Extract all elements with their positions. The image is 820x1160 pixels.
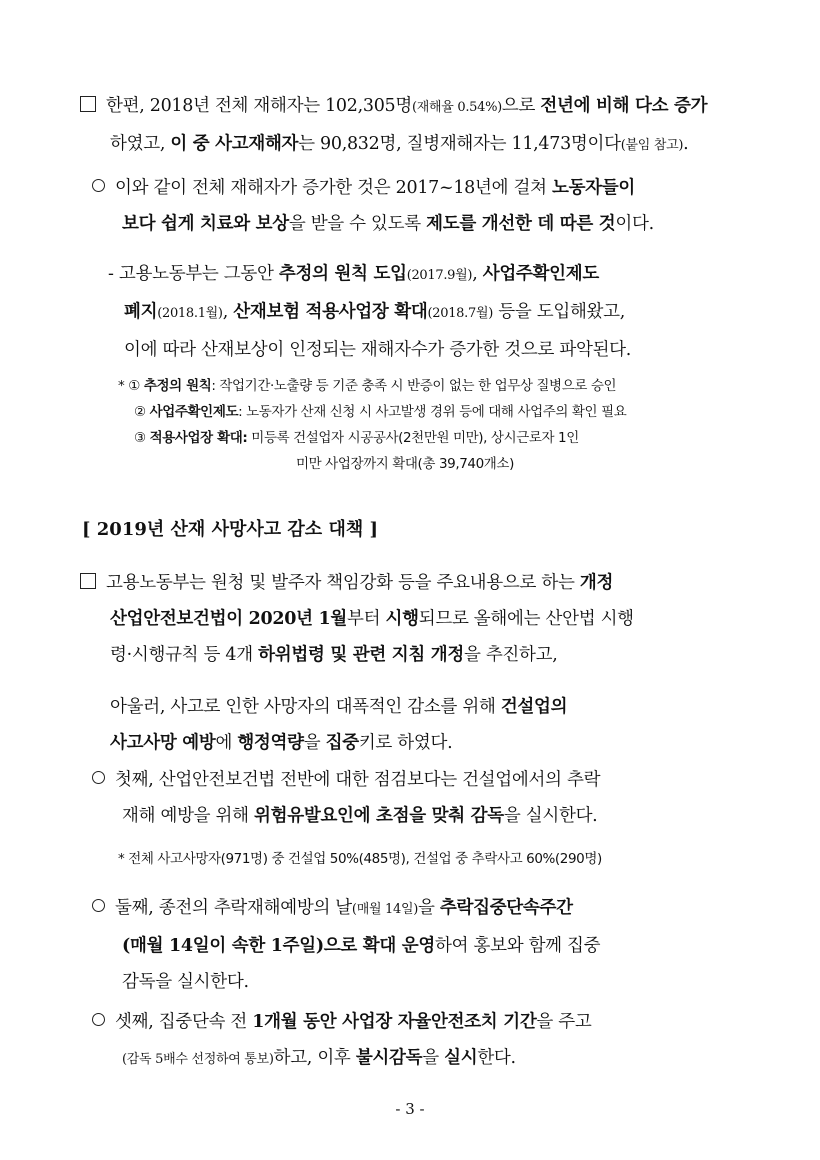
paragraph-summary	[80, 88, 760, 164]
text-line: 폐지(2018.1월), 산재보험 적용사업장 확대(2018.7월) 등을 도입해왔고,	[124, 302, 626, 322]
footnote-line: * 전체 사고사망자(971명) 중 건설업 50%(485명), 건설업 중 추락사고 60%(290명)	[118, 851, 602, 867]
paragraph-third	[92, 1004, 762, 1078]
paragraph-reason	[92, 170, 762, 242]
text-line: 사고사망 예방에 행정역량을 집중키로 하였다.	[110, 733, 453, 753]
text-line: 이에 따라 산재보상이 인정되는 재해자수가 증가한 것으로 파악된다.	[124, 340, 632, 360]
paragraph-measures	[108, 256, 768, 368]
text-line: 감독을 실시한다.	[122, 972, 249, 992]
paragraph-policy	[80, 565, 770, 761]
footnote-line: ② 사업주확인제도: 노동자가 산재 신청 시 사고발생 경위 등에 대해 사업주의 확인 필요	[134, 404, 627, 420]
text-line: 보다 쉽게 치료와 보상을 받을 수 있도록 제도를 개선한 데 따른 것이다.	[122, 214, 654, 234]
text-line: 둘째, 종전의 추락재해예방의 날(매월 14일)을 추락집중단속주간	[92, 890, 762, 928]
footnote-line: * ① 추정의 원칙: 작업기간·노출량 등 기준 충족 시 반증이 없는 한 업무상 질병으로 승인	[118, 378, 617, 394]
circle-bullet-icon	[92, 179, 105, 192]
text-line: 아울러, 사고로 인한 사망자의 대폭적인 감소를 위해 건설업의	[110, 697, 568, 717]
text-line: 하였고, 이 중 사고재해자는 90,832명, 질병재해자는 11,473명이다(붙임 참고).	[110, 134, 689, 154]
text-line: 산업안전보건법이 2020년 1월부터 시행되므로 올해에는 산안법 시행	[110, 609, 634, 629]
circle-bullet-icon	[92, 1013, 105, 1026]
text-line: 고용노동부는 원청 및 발주자 책임강화 등을 주요내용으로 하는 개정	[80, 565, 770, 601]
text-line: 첫째, 산업안전보건법 전반에 대한 점검보다는 건설업에서의 추락	[92, 762, 762, 798]
checkbox-bullet-icon	[80, 573, 96, 589]
paragraph-second	[92, 890, 762, 1000]
section-heading: [ 2019년 산재 사망사고 감소 대책 ]	[82, 519, 378, 540]
circle-bullet-icon	[92, 771, 105, 784]
text-line: 셋째, 집중단속 전 1개월 동안 사업장 자율안전조치 기간을 주고	[92, 1004, 762, 1040]
text-line: 령·시행규칙 등 4개 하위법령 및 관련 지침 개정을 추진하고,	[110, 645, 558, 665]
footnote-line: ③ 적용사업장 확대: 미등록 건설업자 시공공사(2천만원 미만), 상시근로자 1인	[134, 430, 579, 446]
text-line: (매월 14일이 속한 1주일)으로 확대 운영하여 홍보와 함께 집중	[122, 936, 601, 956]
text-line: (감독 5배수 선정하여 통보)하고, 이후 불시감독을 실시한다.	[122, 1048, 516, 1068]
page-number: - 3 -	[395, 1100, 425, 1118]
footnote-line: 미만 사업장까지 확대(총 39,740개소)	[296, 456, 514, 472]
text-line: 이와 같이 전체 재해자가 증가한 것은 2017~18년에 걸쳐 노동자들이	[92, 170, 762, 206]
circle-bullet-icon	[92, 899, 105, 912]
text-line: 한편, 2018년 전체 재해자는 102,305명(재해율 0.54%)으로 전년에 비해 다소 증가	[80, 88, 760, 126]
paragraph-first	[92, 762, 762, 834]
text-line: 재해 예방을 위해 위험유발요인에 초점을 맞춰 감독을 실시한다.	[122, 806, 598, 826]
text-line: - 고용노동부는 그동안 추정의 원칙 도입(2017.9월), 사업주확인제도	[108, 264, 599, 284]
checkbox-bullet-icon	[80, 96, 96, 112]
